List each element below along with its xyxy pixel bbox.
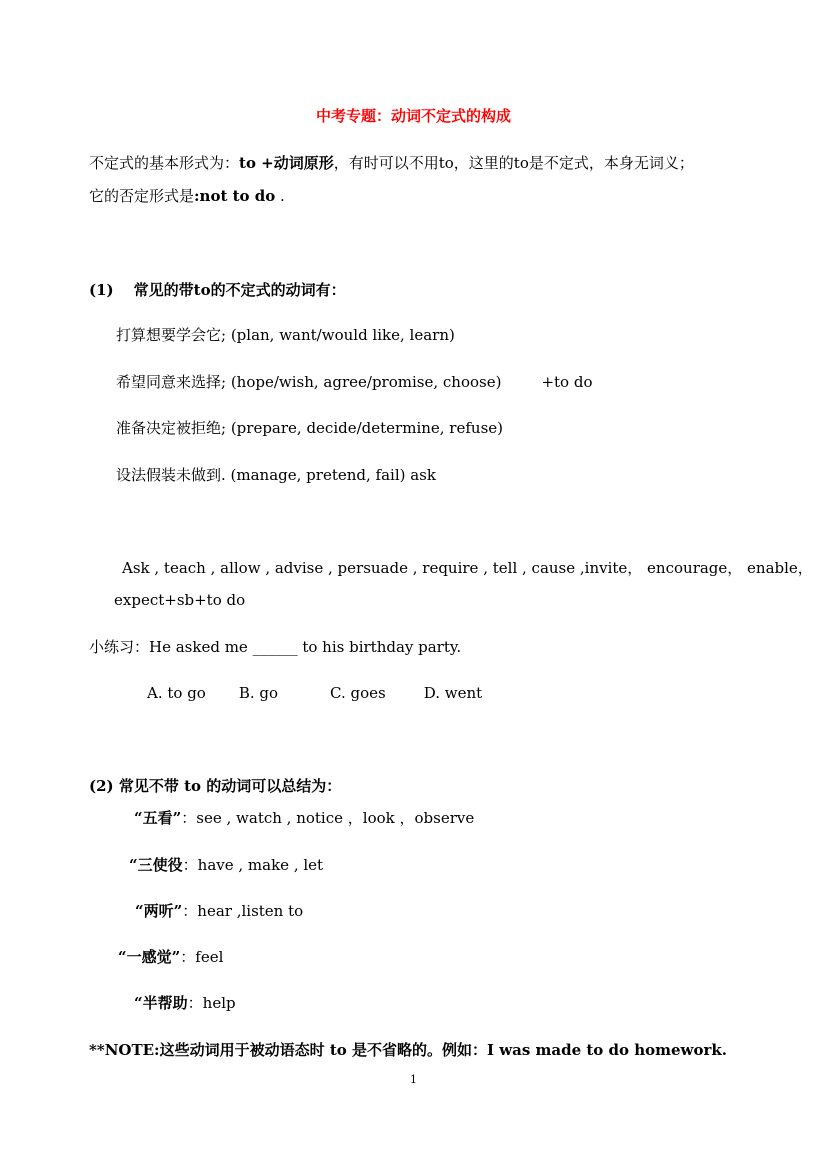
- intro-line-1: [89, 153, 694, 173]
- negative-form: :not to do: [194, 187, 276, 205]
- option-c: C. goes: [330, 684, 386, 702]
- verb-rhyme-4: 设法假装未做到. (manage, pretend, fail) ask: [116, 466, 436, 484]
- option-d: D. went: [423, 684, 483, 702]
- intro-form: to +动词原形: [239, 154, 334, 172]
- group-verbs: help: [202, 994, 236, 1012]
- practice-options: [147, 683, 482, 703]
- group-verbs: see , watch , notice ，look ，observe: [196, 809, 475, 827]
- group-three-causative: [129, 855, 323, 875]
- group-verbs: hear ,listen to: [197, 902, 304, 920]
- section1-heading: [89, 280, 346, 300]
- verbs-sb-line-2: expect+sb+to do: [114, 591, 246, 609]
- to-do-note: +to do: [541, 373, 593, 391]
- section1-heading-text: 常见的带to的不定式的动词有：: [133, 281, 346, 299]
- group-sep: ：: [181, 809, 197, 827]
- section2-heading: (2) 常见不带 to 的动词可以总结为：: [89, 777, 342, 795]
- group-verbs: have , make , let: [197, 856, 324, 874]
- option-b: B. go: [238, 684, 279, 702]
- group-sep: ：: [182, 856, 198, 874]
- group-five-look: [134, 808, 474, 828]
- group-label: “三使役: [129, 856, 183, 874]
- group-verbs: feel: [195, 948, 224, 966]
- group-sep: ：: [187, 994, 203, 1012]
- intro-line-2: [89, 186, 285, 206]
- passive-note: **NOTE:这些动词用于被动语态时 to 是不省略的。例如：I was made to do homework.: [89, 1041, 727, 1059]
- option-a: A. to go: [147, 684, 206, 702]
- group-label: “半帮助: [134, 994, 188, 1012]
- page-number: 1: [410, 1073, 417, 1086]
- intro-text-rest: ，有时可以不用to，这里的to是不定式，本身无词义；: [333, 154, 694, 172]
- group-label: “两听”: [135, 902, 183, 920]
- group-sep: ：: [180, 948, 196, 966]
- section1-number: (1): [89, 281, 114, 299]
- negative-end: .: [275, 187, 285, 205]
- practice-question: 小练习：He asked me ______ to his birthday party.: [89, 638, 462, 656]
- group-half-help: [134, 993, 236, 1013]
- group-two-hear: [135, 901, 303, 921]
- verb-rhyme-2: [116, 372, 592, 392]
- verb-rhyme-2-text: 希望同意来选择; (hope/wish, agree/promise, choose): [116, 373, 502, 391]
- verb-rhyme-1: 打算想要学会它; (plan, want/would like, learn): [116, 326, 455, 344]
- group-label: “一感觉”: [118, 948, 181, 966]
- group-sep: ：: [182, 902, 198, 920]
- group-one-feel: [118, 947, 223, 967]
- intro-text: 不定式的基本形式为：: [89, 154, 240, 172]
- verb-rhyme-3: 准备决定被拒绝; (prepare, decide/determine, refuse): [116, 419, 503, 437]
- group-label: “五看”: [134, 809, 182, 827]
- negative-text: 它的否定形式是: [89, 187, 195, 205]
- verbs-sb-line-1: Ask , teach , allow , advise , persuade , require , tell , cause ,invite， encourage， enable，: [122, 559, 813, 577]
- page-title: 中考专题：动词不定式的构成: [315, 107, 511, 125]
